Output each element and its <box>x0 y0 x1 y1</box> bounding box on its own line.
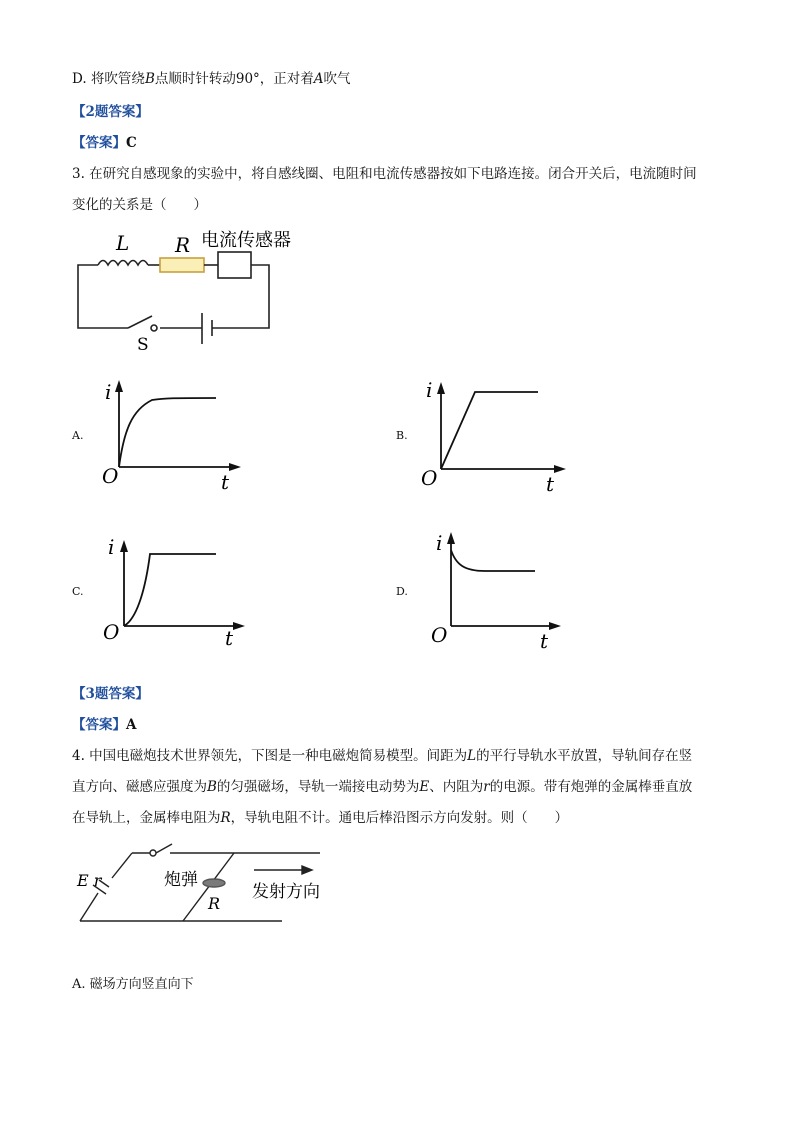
var-e: E <box>419 779 430 795</box>
origin-label: O <box>103 620 120 644</box>
direction-label: 发射方向 <box>252 882 320 902</box>
switch-blade <box>128 316 152 328</box>
var-b: B <box>144 71 155 87</box>
inductor-coil <box>98 261 148 266</box>
projectile-label: 炮弹 <box>164 870 198 890</box>
var-r-rod: R <box>220 810 231 826</box>
x-axis-label: t <box>221 470 230 494</box>
switch-contact <box>150 850 156 856</box>
answer-label: 【答案】 <box>72 717 126 733</box>
var-b: B <box>207 779 217 795</box>
q3-answer <box>72 713 136 733</box>
graph-d <box>431 531 561 653</box>
y-axis-label: i <box>108 535 115 559</box>
current-sensor-box <box>218 252 251 278</box>
q3-answer-tag: 【3题答案】 <box>72 686 149 702</box>
x-axis-label: t <box>540 629 549 653</box>
option-b-label: B. <box>396 429 408 442</box>
option-c-label: C. <box>72 585 84 598</box>
switch-label: S <box>137 335 149 355</box>
origin-label: O <box>431 623 448 647</box>
var-l: L <box>467 748 477 764</box>
q3-stem-line1: 3. 在研究自感现象的实验中，将自感线圈、电阻和电流传感器按如下电路连接。闭合开关后，电流随时间 <box>72 166 697 182</box>
text-seg: 4. 中国电磁炮技术世界领先，下图是一种电磁炮简易模型。间距为 <box>72 748 468 764</box>
circuit-wire-right <box>212 265 269 328</box>
answer-value: C <box>126 135 137 151</box>
switch-blade <box>156 844 172 853</box>
y-axis-arrow <box>437 382 445 394</box>
x-axis-label: t <box>225 626 234 650</box>
x-axis-label: t <box>546 472 555 496</box>
graph-a <box>102 380 241 494</box>
q3-stem-line2: 变化的关系是（ ） <box>72 197 207 213</box>
y-axis-label: i <box>426 378 433 402</box>
option-d-label: D. <box>396 585 408 598</box>
origin-label: O <box>102 464 119 488</box>
source-label: E r <box>77 871 102 890</box>
answer-label: 【答案】 <box>72 135 126 151</box>
graph-b <box>421 378 566 496</box>
origin-label: O <box>421 466 438 490</box>
q4-stem-line2 <box>72 775 692 795</box>
var-r: r <box>483 779 490 795</box>
text-seg: 、内阻为 <box>429 779 484 795</box>
text-seg: ，导轨电阻不计。通电后棒沿图示方向发射。则（ ） <box>230 810 569 826</box>
q2-option-d-mid: 点顺时针转动90°，正对着 <box>154 71 314 87</box>
y-axis-arrow <box>447 532 455 544</box>
text-seg: 在导轨上，金属棒电阻为 <box>72 810 221 826</box>
answer-value: A <box>126 717 137 733</box>
y-axis-arrow <box>115 380 123 392</box>
current-curve <box>451 550 535 571</box>
var-a: A <box>313 71 324 87</box>
current-curve <box>441 392 538 469</box>
text-seg: 直方向、磁感应强度为 <box>72 779 207 795</box>
text-seg: 的电源。带有炮弹的金属棒垂直放 <box>489 779 693 795</box>
q2-option-d-suffix: 吹气 <box>323 71 351 87</box>
y-axis-arrow <box>120 540 128 552</box>
inductor-label: L <box>116 231 130 255</box>
text-seg: 的平行导轨水平放置，导轨间存在竖 <box>476 748 693 764</box>
q4-option-a: A. 磁场方向竖直向下 <box>72 977 194 992</box>
graph-c <box>103 535 245 650</box>
switch-contact <box>151 325 157 331</box>
option-a-label: A. <box>72 429 84 442</box>
q2-answer-tag: 【2题答案】 <box>72 104 149 120</box>
circuit-diagram <box>78 252 269 344</box>
sensor-label: 电流传感器 <box>201 230 291 251</box>
current-curve <box>119 398 216 467</box>
rod-label: R <box>208 894 221 913</box>
resistor-label: R <box>175 233 191 257</box>
resistor <box>160 258 204 272</box>
projectile <box>203 879 225 887</box>
current-curve <box>124 554 216 626</box>
x-axis-arrow <box>554 465 566 473</box>
x-axis-arrow <box>233 622 245 630</box>
q4-stem-line1 <box>72 744 692 764</box>
q4-stem-line3 <box>72 806 568 826</box>
x-axis-arrow <box>549 622 561 630</box>
left-end-wire <box>80 893 98 921</box>
left-end-wire <box>112 853 132 878</box>
y-axis-label: i <box>436 531 443 555</box>
launch-arrow-head <box>302 866 312 874</box>
q2-option-d-prefix: D. 将吹管绕 <box>72 71 145 87</box>
circuit-wire-left <box>78 265 128 328</box>
text-seg: 的匀强磁场，导轨一端接电动势为 <box>216 779 420 795</box>
x-axis-arrow <box>229 463 241 471</box>
y-axis-label: i <box>105 380 112 404</box>
